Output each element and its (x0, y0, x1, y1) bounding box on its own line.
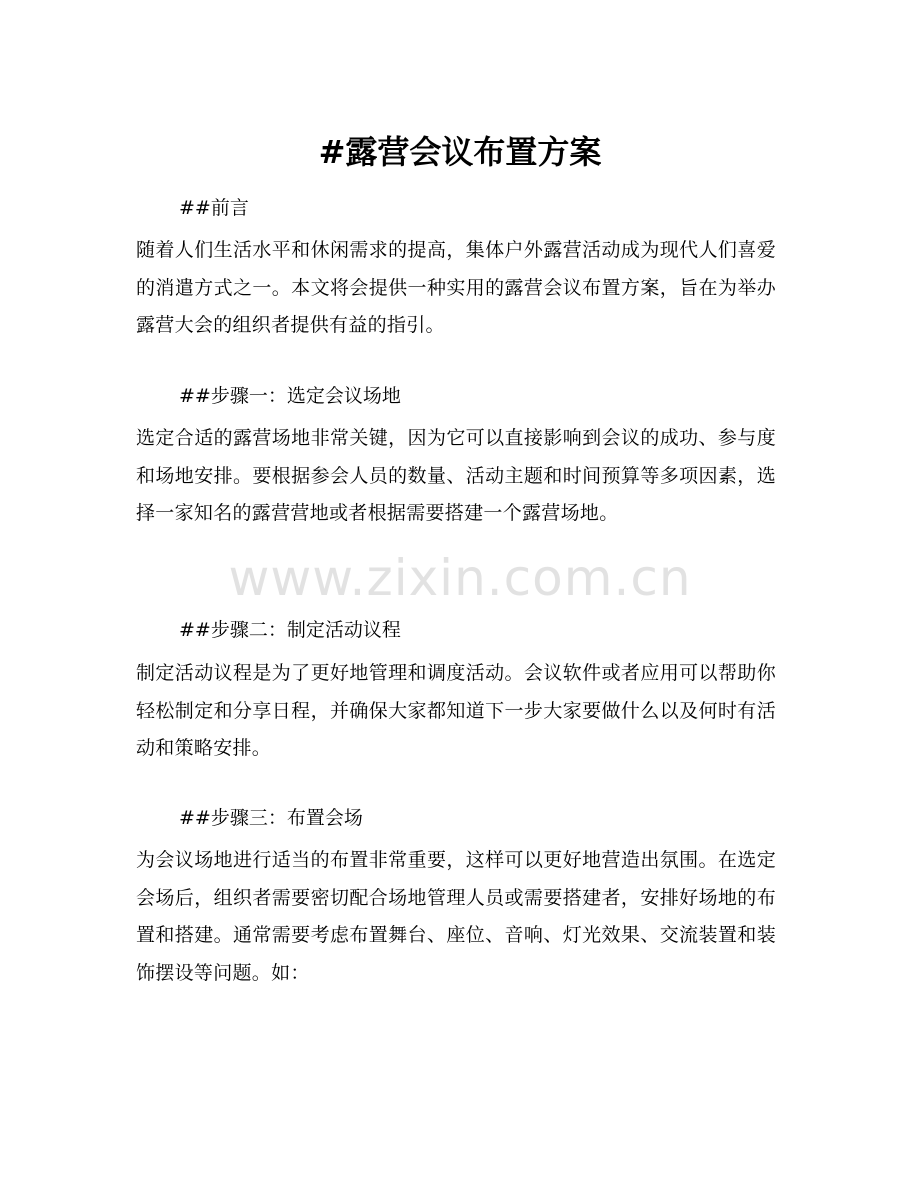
section-paragraph-step-three: 为会议场地进行适当的布置非常重要，这样可以更好地营造出氛围。在选定会场后，组织者需要密切配合场地管理人员或需要搭建者，安排好场地的布置和搭建。通常需要考虑布置舞台、座位、音响、灯光效果、交流装置和装饰摆设等问题。如： (136, 849, 776, 984)
section-paragraph-step-two: 制定活动议程是为了更好地管理和调度活动。会议软件或者应用可以帮助你轻松制定和分享日程，并确保大家都知道下一步大家要做什么以及何时有活动和策略安排。 (136, 662, 776, 759)
section-heading-step-one: ##步骤一：选定会议场地 (179, 385, 401, 407)
section-paragraph-preface: 随着人们生活水平和休闲需求的提高，集体户外露营活动成为现代人们喜爱的消遣方式之一。本文将会提供一种实用的露营会议布置方案，旨在为举办露营大会的组织者提供有益的指引。 (136, 239, 776, 336)
section-heading-step-three: ##步骤三：布置会场 (179, 807, 363, 829)
section-paragraph-step-one: 选定合适的露营场地非常关键，因为它可以直接影响到会议的成功、参与度和场地安排。要根据参会人员的数量、活动主题和时间预算等多项因素，选择一家知名的露营营地或者根据需要搭建一个露营场地。 (136, 427, 776, 524)
section-heading-preface: ##前言 (179, 197, 249, 219)
section-heading-step-two: ##步骤二：制定活动议程 (179, 619, 401, 641)
watermark-text: www.zixin.com.cn (228, 549, 692, 607)
document-title: #露营会议布置方案 (318, 133, 602, 171)
